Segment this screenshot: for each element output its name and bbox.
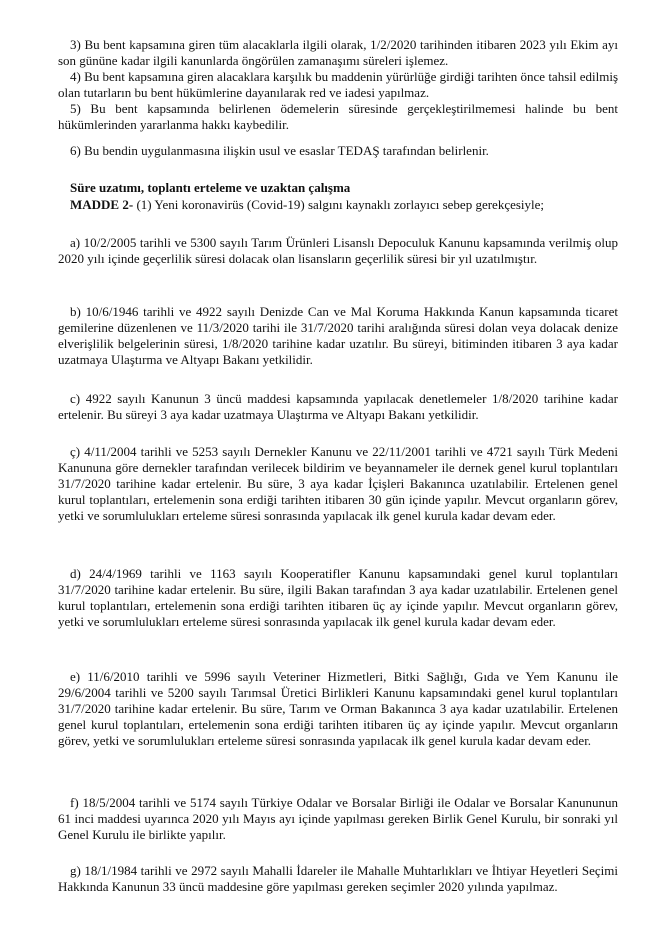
- madde-2-paragraph: [70, 197, 618, 213]
- paragraph-c: c) 4922 sayılı Kanunun 3 üncü maddesi kapsamında yapılacak denetlemeler 1/8/2020 tarihine kadar ertelenir. Bu süreyi 3 aya kadar uzatmaya Ulaştırma ve Altyapı Bakanı yetkilidir.: [58, 391, 618, 422]
- paragraph-d: d) 24/4/1969 tarihli ve 1163 sayılı Kooperatifler Kanunu kapsamındaki genel kurul toplantıları 31/7/2020 tarihine kadar ertelenir. Bu süre, ilgili Bakan tarafından 3 aya kadar uzatılabilir. Ertelenen genel kurul toplantıları, ertelemenin sona erdiği tarihten itibaren üç ay içinde yapılır. Mevcut organların görev, yetki ve sorumlulukları erteleme süresi sonrasında yapılacak ilk genel kurula kadar devam eder.: [58, 566, 618, 629]
- paragraph-g: g) 18/1/1984 tarihli ve 2972 sayılı Mahalli İdareler ile Mahalle Muhtarlıkları ve İhtiyar Heyetleri Seçimi Hakkında Kanunun 33 üncü maddesine göre yapılması gereken seçimler 2020 yılında yapılmaz.: [58, 863, 618, 894]
- paragraph-item-5: 5) Bu bent kapsamında belirlenen ödemelerin süresinde gerçekleştirilmemesi halinde bu bent hükümlerinden yararlanma hakkı kaybedilir.: [58, 101, 618, 132]
- paragraph-b: b) 10/6/1946 tarihli ve 4922 sayılı Denizde Can ve Mal Koruma Hakkında Kanun kapsamında ticaret gemilerine düzenlenen ve 11/3/2020 tarihi ile 31/7/2020 tarihi aralığında süresi dolan veya dolacak denize elverişlilik belgelerinin süresi, 1/8/2020 tarihine kadar uzatılır. Bu süreyi, bitiminden itibaren 3 aya kadar uzatmaya Ulaştırma ve Altyapı Bakanı yetkilidir.: [58, 304, 618, 367]
- paragraph-f: f) 18/5/2004 tarihli ve 5174 sayılı Türkiye Odalar ve Borsalar Birliği ile Odalar ve Borsalar Kanununun 61 inci maddesi uyarınca 2020 yılı Mayıs ayı içinde yapılması gereken Birlik Genel Kurulu, bir sonraki yıl Genel Kurulu ile birlikte yapılır.: [58, 795, 618, 842]
- paragraph-c-cedilla: ç) 4/11/2004 tarihli ve 5253 sayılı Dernekler Kanunu ve 22/11/2001 tarihli ve 4721 sayılı Türk Medeni Kanununa göre dernekler tarafından verilecek bildirim ve beyannameler ile dernek genel kurul toplantıları 31/7/2020 tarihine kadar ertelenir. Bu süre, 3 aya kadar İçişleri Bakanınca uzatılabilir. Ertelenen genel kurul toplantıları, ertelemenin sona erdiği tarihten itibaren 30 gün içinde yapılır. Mevcut organların görev, yetki ve sorumlulukları erteleme süresi sonrasında yapılacak ilk genel kurula kadar devam eder.: [58, 444, 618, 523]
- madde-label: MADDE 2-: [70, 197, 134, 212]
- section-heading: Süre uzatımı, toplantı erteleme ve uzaktan çalışma: [70, 180, 351, 195]
- paragraph-item-4: 4) Bu bent kapsamına giren alacaklara karşılık bu maddenin yürürlüğe girdiği tarihten önce tahsil edilmiş olan tutarların bu bent hükümlerine dayanılarak red ve iadesi yapılmaz.: [58, 69, 619, 100]
- paragraph-item-6: 6) Bu bendin uygulanmasına ilişkin usul ve esaslar TEDAŞ tarafından belirlenir.: [70, 143, 489, 158]
- paragraph-a: a) 10/2/2005 tarihli ve 5300 sayılı Tarım Ürünleri Lisanslı Depoculuk Kanunu kapsamında verilmiş olup 2020 yılı içinde geçerlilik süresi dolacak olan lisansların geçerlilik süresi bir yıl uzatılmıştır.: [58, 235, 618, 266]
- paragraph-item-3: 3) Bu bent kapsamına giren tüm alacaklarla ilgili olarak, 1/2/2020 tarihinden itibaren 2023 yılı Ekim ayı son gününe kadar ilgili kanunlarda öngörülen zamanaşımı süreleri işlemez.: [58, 37, 618, 68]
- madde-text: (1) Yeni koronavirüs (Covid-19) salgını kaynaklı zorlayıcı sebep gerekçesiyle;: [133, 197, 545, 212]
- paragraph-e: e) 11/6/2010 tarihli ve 5996 sayılı Veteriner Hizmetleri, Bitki Sağlığı, Gıda ve Yem Kanunu ile 29/6/2004 tarihli ve 5200 sayılı Tarımsal Üretici Birlikleri Kanunu kapsamındaki genel kurul toplantıları 31/7/2020 tarihine kadar ertelenir. Bu süre, Tarım ve Orman Bakanınca 3 aya kadar uzatılabilir. Ertelenen genel kurul toplantıları, ertelemenin sona erdiği tarihten itibaren üç ay içinde yapılır. Mevcut organların görev, yetki ve sorumlulukları erteleme süresi sonrasında yapılacak ilk genel kurula kadar devam eder.: [58, 669, 618, 748]
